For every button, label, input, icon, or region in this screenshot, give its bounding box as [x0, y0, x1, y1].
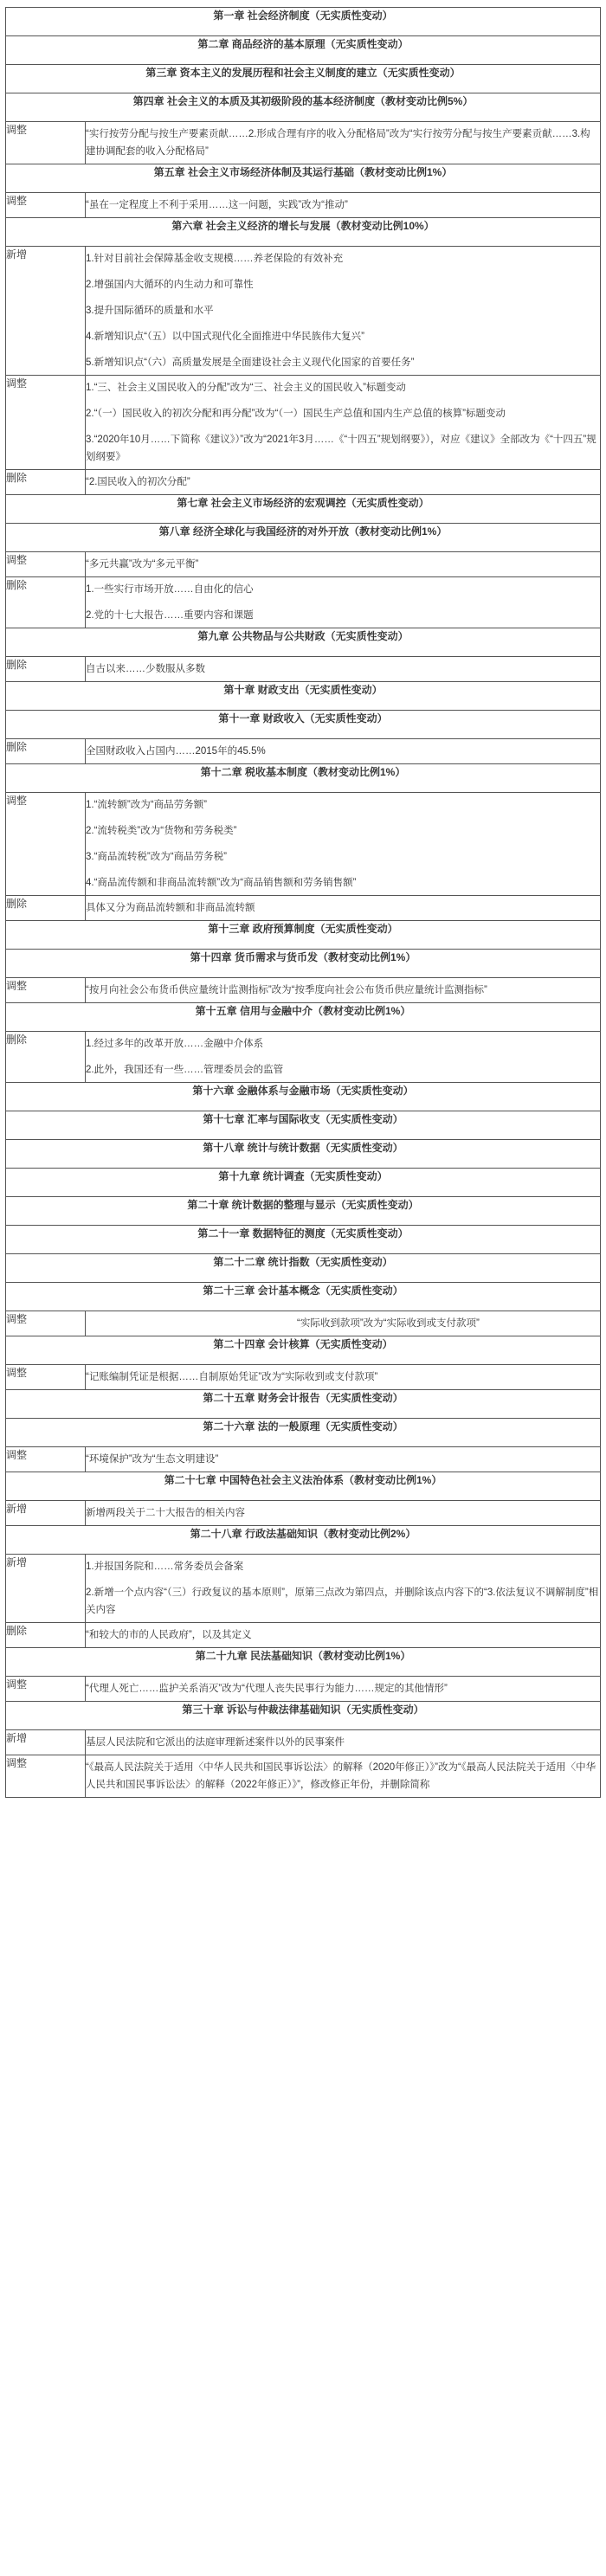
- change-type-label: 删除: [6, 739, 86, 764]
- change-type-label: 新增: [6, 1555, 86, 1623]
- chapter-title: 第四章 社会主义的本质及其初级阶段的基本经济制度（教材变动比例5%）: [6, 93, 601, 122]
- change-item: 自古以来……少数服从多数: [86, 664, 205, 674]
- chapter-title: 第二十六章 法的一般原理（无实质性变动）: [6, 1419, 601, 1447]
- change-item: 1.针对目前社会保障基金收支规模……养老保险的有效补充: [86, 254, 344, 264]
- chapter-title: 第三章 资本主义的发展历程和社会主义制度的建立（无实质性变动）: [6, 65, 601, 93]
- chapter-header-row: [6, 1419, 601, 1447]
- chapter-header-row: [6, 1111, 601, 1140]
- change-item: 2.此外，我国还有一些……管理委员会的监管: [86, 1065, 284, 1075]
- chapter-header-row: [6, 1226, 601, 1254]
- change-type-label: 删除: [6, 1032, 86, 1083]
- change-type-label: 新增: [6, 1730, 86, 1755]
- change-type-label: 删除: [6, 470, 86, 495]
- chapter-header-row: [6, 524, 601, 552]
- chapter-title: 第十九章 统计调查（无实质性变动）: [6, 1169, 601, 1197]
- change-content: [86, 1501, 601, 1526]
- chapter-header-row: [6, 628, 601, 657]
- chapter-title: 第二章 商品经济的基本原理（无实质性变动）: [6, 36, 601, 65]
- chapter-title: 第十二章 税收基本制度（教材变动比例1%）: [6, 764, 601, 793]
- chapter-title: 第二十二章 统计指数（无实质性变动）: [6, 1254, 601, 1283]
- chapter-title: 第二十九章 民法基础知识（教材变动比例1%）: [6, 1648, 601, 1677]
- change-row: [6, 552, 601, 577]
- change-item: 1.“三、社会主义国民收入的分配”改为“三、社会主义的国民收入”标题变动: [86, 383, 406, 393]
- change-content: [86, 552, 601, 577]
- chapter-title: 第十五章 信用与金融中介（教材变动比例1%）: [6, 1003, 601, 1032]
- change-item: “按月向社会公布货币供应量统计监测指标”改为“按季度向社会公布货币供应量统计监测指标”: [86, 985, 487, 995]
- change-item: “代理人死亡……监护关系消灭”改为“代理人丧失民事行为能力……规定的其他情形”: [86, 1684, 448, 1694]
- change-type-label: 调整: [6, 978, 86, 1003]
- change-row: [6, 657, 601, 682]
- chapter-title: 第十章 财政支出（无实质性变动）: [6, 682, 601, 711]
- change-item: “《最高人民法院关于适用〈中华人民共和国民事诉讼法〉的解释（2020年修正）》”改为“《最高人民法院关于适用〈中华人民共和国民事诉讼法〉的解释（2022年修正）》”，修改修正年份，并删除简称: [86, 1762, 596, 1790]
- chapter-title: 第十六章 金融体系与金融市场（无实质性变动）: [6, 1083, 601, 1111]
- chapter-header-row: [6, 950, 601, 978]
- change-content: [86, 1365, 601, 1390]
- chapter-title: 第二十一章 数据特征的测度（无实质性变动）: [6, 1226, 601, 1254]
- change-type-label: 调整: [6, 1447, 86, 1472]
- chapter-header-row: [6, 1169, 601, 1197]
- chapter-title: 第八章 经济全球化与我国经济的对外开放（教材变动比例1%）: [6, 524, 601, 552]
- change-row: [6, 793, 601, 896]
- change-row: [6, 122, 601, 164]
- change-item: “多元共赢”改为“多元平衡”: [86, 559, 199, 570]
- change-row: [6, 1555, 601, 1623]
- change-row: [6, 896, 601, 921]
- change-content: [86, 793, 601, 896]
- change-type-label: 删除: [6, 1623, 86, 1648]
- change-row: [6, 1447, 601, 1472]
- change-row: [6, 1501, 601, 1526]
- change-content: [86, 1447, 601, 1472]
- change-row: [6, 247, 601, 376]
- revision-table: [5, 7, 601, 1798]
- change-row: [6, 739, 601, 764]
- chapter-header-row: [6, 93, 601, 122]
- change-item: “环境保护”改为“生态文明建设”: [86, 1454, 219, 1465]
- chapter-title: 第二十七章 中国特色社会主义法治体系（教材变动比例1%）: [6, 1472, 601, 1501]
- change-content: [86, 1311, 601, 1336]
- change-item: 新增两段关于二十大报告的相关内容: [86, 1508, 245, 1518]
- chapter-header-row: [6, 495, 601, 524]
- chapter-title: 第二十八章 行政法基础知识（教材变动比例2%）: [6, 1526, 601, 1555]
- revision-document: [5, 7, 601, 1798]
- change-content: [86, 247, 601, 376]
- change-item: 2.增强国内大循环的内生动力和可靠性: [86, 280, 254, 290]
- change-row: [6, 1032, 601, 1083]
- chapter-header-row: [6, 711, 601, 739]
- chapter-title: 第十一章 财政收入（无实质性变动）: [6, 711, 601, 739]
- chapter-header-row: [6, 764, 601, 793]
- change-item: 1.“流转额”改为“商品劳务额”: [86, 800, 207, 810]
- change-type-label: 调整: [6, 376, 86, 470]
- chapter-title: 第五章 社会主义市场经济体制及其运行基础（教材变动比例1%）: [6, 164, 601, 193]
- change-item: 基层人民法院和它派出的法庭审理新述案件以外的民事案件: [86, 1737, 345, 1748]
- change-content: [86, 1730, 601, 1755]
- revision-table-body: [6, 8, 601, 1798]
- change-item: 1.并报国务院和……常务委员会备案: [86, 1562, 244, 1572]
- change-content: [86, 122, 601, 164]
- change-item: 2.“流转税类”改为“货物和劳务税类”: [86, 826, 237, 836]
- change-item: 2.“（一）国民收入的初次分配和再分配”改为“（一）国民生产总值和国内生产总值的核算”标题变动: [86, 409, 506, 419]
- change-content: [86, 1623, 601, 1648]
- chapter-title: 第二十章 统计数据的整理与显示（无实质性变动）: [6, 1197, 601, 1226]
- change-row: [6, 1755, 601, 1798]
- change-type-label: 调整: [6, 1365, 86, 1390]
- chapter-title: 第二十三章 会计基本概念（无实质性变动）: [6, 1283, 601, 1311]
- change-content: [86, 739, 601, 764]
- change-content: [86, 470, 601, 495]
- change-type-label: 删除: [6, 577, 86, 628]
- change-content: [86, 1755, 601, 1798]
- change-item: 1.一些实行市场开放……自由化的信心: [86, 584, 254, 595]
- change-item: 4.“商品流传额和非商品流转额”改为“商品销售额和劳务销售额”: [86, 878, 357, 888]
- change-content: [86, 978, 601, 1003]
- change-content: [86, 376, 601, 470]
- change-content: [86, 896, 601, 921]
- change-type-label: 新增: [6, 1501, 86, 1526]
- chapter-header-row: [6, 164, 601, 193]
- change-item: 全国财政收入占国内……2015年的45.5%: [86, 746, 266, 757]
- chapter-title: 第二十四章 会计核算（无实质性变动）: [6, 1336, 601, 1365]
- chapter-header-row: [6, 921, 601, 950]
- change-row: [6, 1730, 601, 1755]
- change-item: 4.新增知识点“（五）以中国式现代化全面推进中华民族伟大复兴”: [86, 332, 364, 342]
- chapter-title: 第十八章 统计与统计数据（无实质性变动）: [6, 1140, 601, 1169]
- chapter-header-row: [6, 1472, 601, 1501]
- change-item: 5.新增知识点“（六）高质量发展是全面建设社会主义现代化国家的首要任务”: [86, 357, 415, 368]
- change-item: “实际收到款项”改为“实际收到或支付款项”: [297, 1318, 480, 1329]
- chapter-header-row: [6, 1526, 601, 1555]
- change-row: [6, 193, 601, 218]
- chapter-header-row: [6, 1197, 601, 1226]
- change-item: 2.新增一个点内容“（三）行政复议的基本原则”，原第三点改为第四点，并删除该点内容下的“3.依法复议不调解制度”相关内容: [86, 1587, 599, 1615]
- chapter-title: 第十四章 货币需求与货币发（教材变动比例1%）: [6, 950, 601, 978]
- change-type-label: 调整: [6, 122, 86, 164]
- change-item: “虽在一定程度上不利于采用……这一问题，实践”改为“推动”: [86, 200, 348, 210]
- change-type-label: 调整: [6, 552, 86, 577]
- chapter-header-row: [6, 8, 601, 36]
- change-row: [6, 1365, 601, 1390]
- chapter-header-row: [6, 1140, 601, 1169]
- change-content: [86, 1032, 601, 1083]
- chapter-title: 第九章 公共物品与公共财政（无实质性变动）: [6, 628, 601, 657]
- change-type-label: 调整: [6, 793, 86, 896]
- chapter-title: 第一章 社会经济制度（无实质性变动）: [6, 8, 601, 36]
- change-item: 3.“商品流转税”改为“商品劳务税”: [86, 852, 227, 862]
- change-item: 具体又分为商品流转额和非商品流转额: [86, 903, 255, 913]
- chapter-header-row: [6, 1336, 601, 1365]
- change-row: [6, 470, 601, 495]
- chapter-header-row: [6, 1648, 601, 1677]
- change-item: “和较大的市的人民政府”，以及其定义: [86, 1630, 252, 1640]
- change-row: [6, 376, 601, 470]
- change-content: [86, 577, 601, 628]
- change-item: 3.“2020年10月……下简称《建议》）”改为“2021年3月……《“十四五”规划纲要》），对应《建议》全部改为《“十四五”规划纲要》: [86, 435, 596, 462]
- chapter-header-row: [6, 36, 601, 65]
- chapter-header-row: [6, 682, 601, 711]
- change-item: 2.党的十七大报告……重要内容和课题: [86, 610, 254, 621]
- chapter-title: 第二十五章 财务会计报告（无实质性变动）: [6, 1390, 601, 1419]
- change-row: [6, 978, 601, 1003]
- chapter-header-row: [6, 1083, 601, 1111]
- change-row: [6, 1311, 601, 1336]
- change-content: [86, 1555, 601, 1623]
- chapter-header-row: [6, 1283, 601, 1311]
- change-content: [86, 193, 601, 218]
- chapter-header-row: [6, 1254, 601, 1283]
- chapter-title: 第十三章 政府预算制度（无实质性变动）: [6, 921, 601, 950]
- change-type-label: 删除: [6, 896, 86, 921]
- change-type-label: 调整: [6, 193, 86, 218]
- change-type-label: 调整: [6, 1677, 86, 1702]
- chapter-header-row: [6, 65, 601, 93]
- chapter-title: 第六章 社会主义经济的增长与发展（教材变动比例10%）: [6, 218, 601, 247]
- chapter-header-row: [6, 1702, 601, 1730]
- change-item: “实行按劳分配与按生产要素贡献……2.形成合理有序的收入分配格局”改为“实行按劳分配与按生产要素贡献……3.构建协调配套的收入分配格局”: [86, 129, 590, 157]
- chapter-header-row: [6, 1390, 601, 1419]
- change-type-label: 删除: [6, 657, 86, 682]
- chapter-title: 第十七章 汇率与国际收支（无实质性变动）: [6, 1111, 601, 1140]
- change-content: [86, 1677, 601, 1702]
- chapter-header-row: [6, 1003, 601, 1032]
- change-type-label: 调整: [6, 1755, 86, 1798]
- change-item: “2.国民收入的初次分配”: [86, 477, 190, 487]
- change-type-label: 调整: [6, 1311, 86, 1336]
- change-item: 1.经过多年的改革开放……金融中介体系: [86, 1039, 264, 1049]
- chapter-header-row: [6, 218, 601, 247]
- change-row: [6, 1677, 601, 1702]
- change-item: “记账编制凭证是根据……自制原始凭证”改为“实际收到或支付款项”: [86, 1372, 378, 1382]
- change-type-label: 新增: [6, 247, 86, 376]
- change-row: [6, 577, 601, 628]
- chapter-title: 第七章 社会主义市场经济的宏观调控（无实质性变动）: [6, 495, 601, 524]
- change-content: [86, 657, 601, 682]
- change-item: 3.提升国际循环的质量和水平: [86, 306, 214, 316]
- chapter-title: 第三十章 诉讼与仲裁法律基础知识（无实质性变动）: [6, 1702, 601, 1730]
- change-row: [6, 1623, 601, 1648]
